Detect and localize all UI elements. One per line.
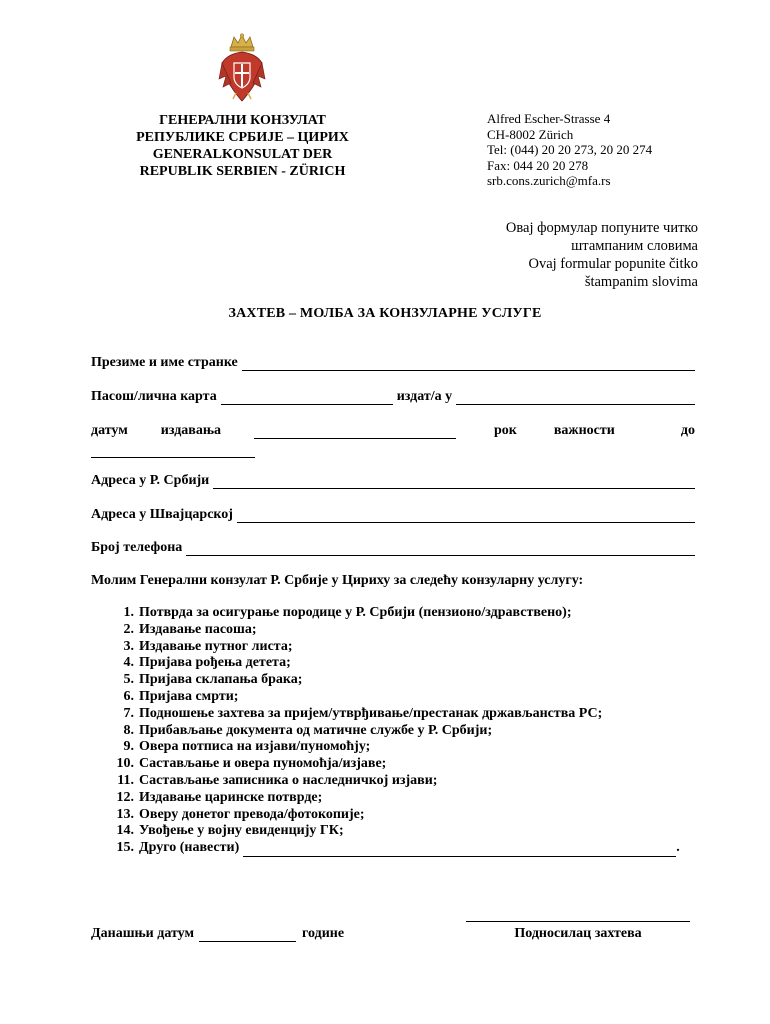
service-item[interactable] [112,823,680,840]
service-number: 5. [123,672,134,688]
consulate-name-line: REPUBLIK SERBIEN - ZÜRICH [139,164,346,179]
email-line: srb.cons.zurich@mfa.rs [487,173,611,188]
service-text: Подношење захтева за пријем/утврђивање/престанак држављанства РС; [139,705,603,721]
issued-in-field[interactable] [456,390,695,405]
consulate-name-line: РЕПУБЛИКЕ СРБИЈЕ – ЦИРИХ [136,130,349,145]
services-intro: Молим Генерални конзулат Р. Србије у Цириху за следећу конзуларну услугу: [91,573,584,588]
service-number: 15. [116,840,134,856]
address-line: Tel: (044) 20 20 273, 20 20 274 [487,142,653,157]
service-text: Издавање пасоша; [139,621,257,637]
applicant-label: Подносилац захтева [514,926,642,941]
instruction-note [506,219,698,291]
issuing-word: издавања [160,423,222,438]
service-number: 10. [116,756,134,772]
services-list [112,605,680,857]
consulate-address [487,111,652,189]
address-swiss-field[interactable] [237,508,695,523]
service-item[interactable] [112,756,680,773]
name-label: Презиме и име странке [91,355,238,370]
service-item[interactable] [112,655,680,672]
other-period: . [676,840,680,856]
service-number: 1. [123,605,134,620]
service-number: 6. [123,688,134,704]
service-item[interactable] [112,739,680,756]
service-item[interactable] [112,605,680,622]
passport-label: Пасош/лична карта [91,389,217,404]
service-text: Прибављање документа од матичне службе у Р. Србији; [139,722,493,738]
service-text: Овера потписа на изјави/пуномоћју; [139,739,371,755]
note-line: Ovaj formular popunite čitko [528,256,698,272]
service-item[interactable] [112,706,680,723]
until-word: до [680,423,695,438]
validity-word: важности [553,423,615,438]
service-item[interactable] [112,807,680,824]
service-number: 14. [116,823,134,839]
issue-date-row [91,421,695,439]
consulate-name-line: GENERALKONSULAT DER [152,147,333,162]
passport-row [91,387,695,405]
note-line: Овај формулар попуните читко [505,220,698,236]
validity-row [91,440,255,458]
address-swiss-row [91,505,695,523]
service-number: 7. [123,705,134,721]
passport-field[interactable] [221,390,393,405]
name-row [91,353,695,371]
note-line: štampanim slovima [584,274,698,290]
service-text: Издавање царинске потврде; [139,789,323,805]
service-number: 3. [123,638,134,654]
other-service-field[interactable] [243,843,676,857]
service-number: 4. [123,655,134,671]
service-item[interactable] [112,639,680,656]
service-text: Увођење у војну евиденцију ГК; [139,823,344,839]
service-text: Састављање и овера пуномоћја/изјаве; [139,756,387,772]
service-number: 12. [116,789,134,805]
service-item[interactable] [112,672,680,689]
service-item[interactable] [112,723,680,740]
phone-row [91,538,695,556]
address-serbia-label: Адреса у Р. Србији [91,473,210,488]
service-number: 8. [123,722,134,738]
validity-date-field[interactable] [91,443,255,458]
service-text: Састављање записника о наследничкој изјави; [139,772,438,788]
address-serbia-field[interactable] [213,474,695,489]
term-word: рок [494,423,517,438]
note-line: штампаним словима [571,238,698,254]
service-text: Издавање путног листа; [139,638,293,654]
service-item[interactable] [112,622,680,639]
consulate-name [115,112,370,180]
service-number: 11. [117,772,134,788]
service-text: Оверу донетог превода/фотокопије; [139,806,365,822]
address-line: CH-8002 Zürich [487,126,574,142]
date-word: датум [91,423,128,438]
consulate-name-line: ГЕНЕРАЛНИ КОНЗУЛАТ [159,113,326,128]
address-line: Fax: 044 20 20 278 [487,157,589,173]
service-text: Пријава смрти; [139,688,239,704]
issued-in-label: издат/а у [396,389,453,404]
service-number: 9. [123,739,134,755]
serbian-coat-of-arms-icon [217,33,267,103]
phone-field[interactable] [186,541,695,556]
service-number: 13. [116,806,134,822]
service-text: Потврда за осигурање породице у Р. Србији (пензионо/здравствено); [139,605,572,620]
today-date-row [91,926,344,942]
service-text: Друго (навести) [139,840,240,856]
form-title: ЗАХТЕВ – МОЛБА ЗА КОНЗУЛАРНЕ УСЛУГЕ [228,306,542,321]
phone-label: Број телефона [91,540,183,555]
today-date-field[interactable] [199,928,296,942]
signature-line[interactable] [466,921,690,922]
year-word: године [302,926,345,941]
address-serbia-row [91,471,695,489]
address-swiss-label: Адреса у Швајцарској [91,507,233,522]
service-number: 2. [123,621,134,637]
service-item-other[interactable] [112,840,680,857]
name-field[interactable] [242,356,695,371]
service-item[interactable] [112,790,680,807]
today-label: Данашњи датум [91,926,195,941]
service-text: Пријава рођења детета; [139,655,291,671]
service-item[interactable] [112,773,680,790]
address-line: Alfred Escher-Strasse 4 [487,111,611,126]
service-item[interactable] [112,689,680,706]
issue-date-field[interactable] [254,424,456,439]
service-text: Пријава склапања брака; [139,672,303,688]
